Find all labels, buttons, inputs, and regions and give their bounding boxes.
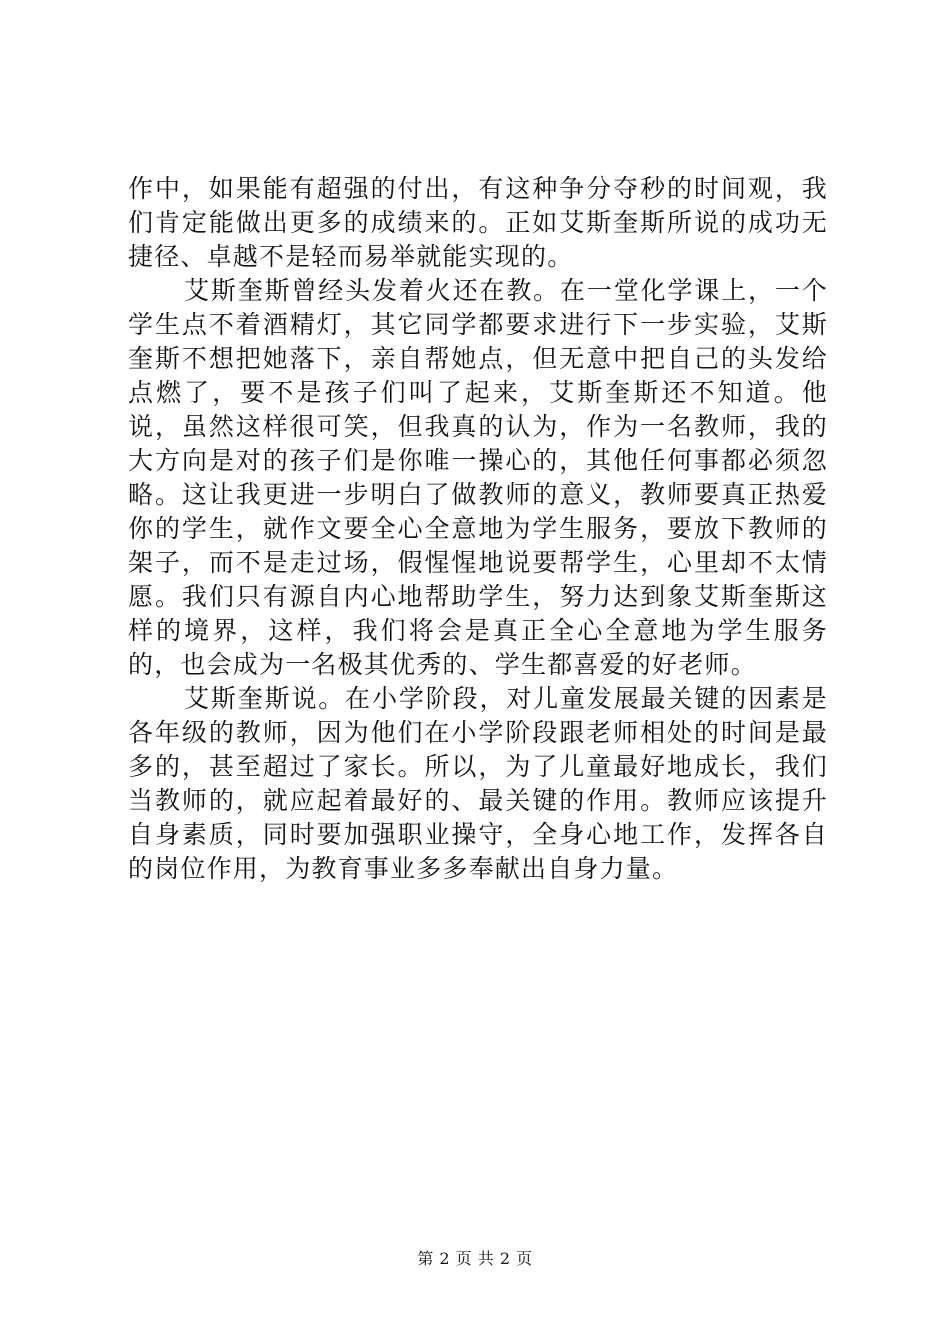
paragraph-teacher-role: 艾斯奎斯说。在小学阶段，对儿童发展最关键的因素是各年级的教师，因为他们在小学阶段跟老师相处的时间是最多的，甚至超过了家长。所以，为了儿童最好地成长，我们当教师的，就应起着最好的、最关键的作用。教师应该提升自身素质，同时要加强职业操守，全身心地工作，发挥各自的岗位作用，为教育事业多多奉献出自身力量。 [128, 684, 828, 883]
document-body [128, 172, 828, 886]
page-number-footer: 第 2 页 共 2 页 [417, 1249, 533, 1268]
paragraph-continuation: 作中，如果能有超强的付出，有这种争分夺秒的时间观，我们肯定能做出更多的成绩来的。正如艾斯奎斯所说的成功无捷径、卓越不是轻而易举就能实现的。 [128, 174, 828, 271]
paragraph-hair-on-fire: 艾斯奎斯曾经头发着火还在教。在一堂化学课上，一个学生点不着酒精灯，其它同学都要求进行下一步实验，艾斯奎斯不想把她落下，亲自帮她点，但无意中把自己的头发给点燃了，要不是孩子们叫了起来，艾斯奎斯还不知道。他说，虽然这样很可笑，但我真的认为，作为一名教师，我的大方向是对的孩子们是你唯一操心的，其他任何事都必须忽略。这让我更进一步明白了做教师的意义，教师要真正热爱你的学生，就作文要全心全意地为学生服务，要放下教师的架子，而不是走过场，假惺惺地说要帮学生，心里却不太情愿。我们只有源自内心地帮助学生，努力达到象艾斯奎斯这样的境界，这样，我们将会是真正全心全意地为学生服务的，也会成为一名极其优秀的、学生都喜爱的好老师。 [128, 276, 828, 679]
